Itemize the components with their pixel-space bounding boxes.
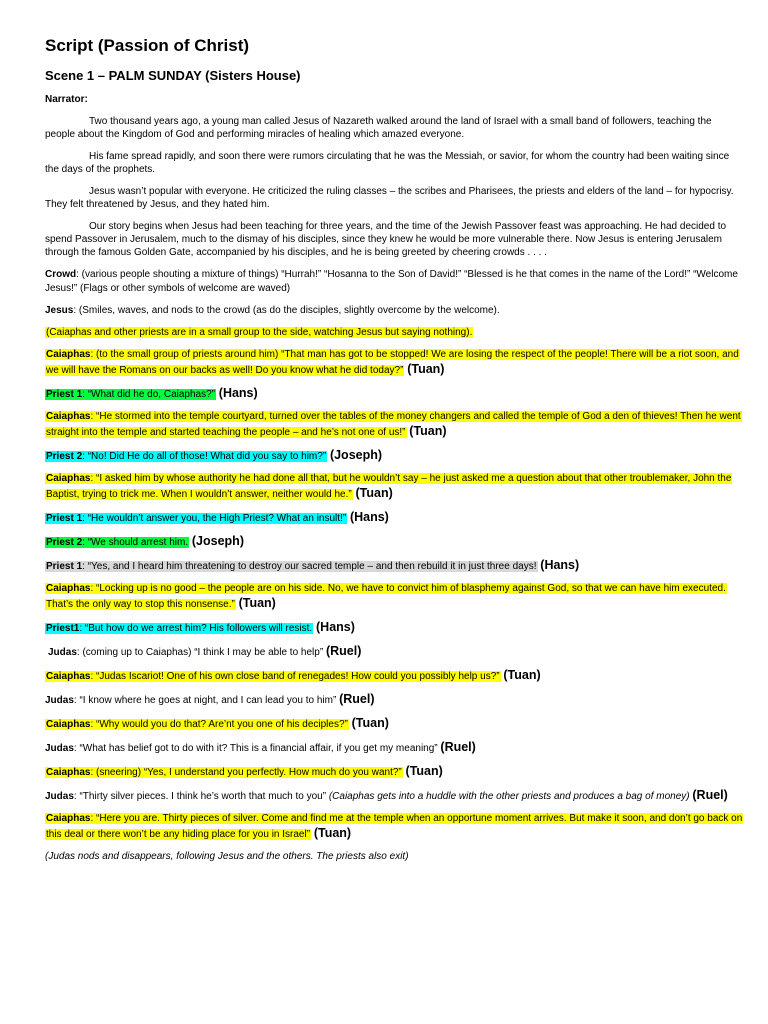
highlighted-speech bbox=[45, 269, 738, 294]
highlighted-speech bbox=[45, 623, 313, 634]
actor-name: (Ruel) bbox=[339, 692, 375, 706]
dialogue-line bbox=[45, 558, 743, 574]
actor-name: (Tuan) bbox=[351, 716, 389, 730]
speaker-role: Caiaphas bbox=[46, 767, 91, 778]
actor-name: (Tuan) bbox=[313, 826, 352, 840]
dialogue-line bbox=[45, 764, 743, 780]
speaker-role: Caiaphas bbox=[46, 473, 91, 484]
speech-text: “No! Did He do all of those! What did you say to him?” bbox=[87, 451, 327, 462]
dialogue-line bbox=[45, 472, 743, 502]
highlighted-speech bbox=[45, 813, 743, 840]
dialogue-line bbox=[45, 716, 743, 732]
speaker-separator: : bbox=[90, 671, 97, 682]
speech-text: (various people shouting a mixture of things) “Hurrah!” “Hosanna to the Son of David!” “Blessed is he that comes in the name of the Lord!” “Welcome Jesus!” (Flags or other symbols of welcome are waved) bbox=[45, 269, 738, 294]
speech-text: “What has belief got to do with it? This is a financial affair, if you get my meaning” bbox=[79, 743, 438, 754]
speech-text: “We should arrest him. bbox=[87, 537, 189, 548]
speaker-separator: : bbox=[82, 561, 88, 572]
speaker-separator: : bbox=[73, 695, 80, 706]
dialogue-line bbox=[45, 812, 743, 842]
speaker-separator: : bbox=[90, 767, 97, 778]
speech-text: “Why would you do that? Are’nt you one of his deciples?” bbox=[96, 719, 348, 730]
speech-text: (sneering) “Yes, I understand you perfectly. How much do you want?” bbox=[96, 767, 402, 778]
speech-text: “I know where he goes at night, and I can lead you to him” bbox=[79, 695, 337, 706]
actor-name: (Hans) bbox=[218, 386, 258, 400]
dialogue-line bbox=[45, 304, 743, 318]
highlighted-speech bbox=[45, 537, 189, 548]
dialogue-line bbox=[45, 326, 743, 340]
speaker-separator: : bbox=[82, 537, 88, 548]
speaker-separator: : bbox=[82, 389, 88, 400]
speaker-role: Caiaphas bbox=[46, 719, 91, 730]
speaker-separator: : bbox=[90, 473, 97, 484]
speaker-separator: : bbox=[90, 411, 97, 422]
speaker-role: Priest 2 bbox=[46, 537, 83, 548]
dialogue-line bbox=[45, 386, 743, 402]
dialogue-line bbox=[45, 620, 743, 636]
narration-block bbox=[45, 115, 743, 259]
speaker-role: Judas bbox=[45, 791, 74, 802]
actor-name: (Tuan) bbox=[355, 486, 393, 500]
dialogue-line bbox=[45, 410, 743, 440]
speaker-separator: : bbox=[82, 451, 88, 462]
speaker-role: Judas bbox=[48, 647, 77, 658]
document-title: Script (Passion of Christ) bbox=[45, 36, 250, 55]
actor-name: (Ruel) bbox=[325, 644, 362, 658]
dialogue-line bbox=[45, 448, 743, 464]
speaker-separator: : bbox=[90, 583, 97, 594]
highlighted-speech bbox=[45, 743, 438, 754]
dialogue-line bbox=[45, 740, 743, 756]
speaker-role: Priest1 bbox=[46, 623, 80, 634]
speech-text: (Smiles, waves, and nods to the crowd (as do the disciples, slightly overcome by the welcome). bbox=[78, 305, 500, 316]
speaker-role: Priest 1 bbox=[46, 389, 83, 400]
actor-name: (Hans) bbox=[540, 558, 580, 572]
narration-paragraph: Two thousand years ago, a young man called Jesus of Nazareth walked around the land of Israel with a small band of followers, teaching the people about the Kingdom of God and performing miracles of healing which amazed everyone. bbox=[45, 116, 712, 140]
highlighted-speech bbox=[45, 451, 327, 462]
speaker-separator: : bbox=[73, 305, 79, 316]
speaker-role: Judas bbox=[45, 695, 74, 706]
speaker-role: Priest 2 bbox=[46, 451, 83, 462]
narrator-label: Narrator: bbox=[45, 94, 88, 105]
speech-text: “Judas Iscariot! One of his own close band of renegades! How could you possibly help us?” bbox=[96, 671, 500, 682]
highlighted-speech bbox=[45, 767, 403, 778]
highlighted-speech bbox=[45, 349, 740, 376]
speaker-role: Judas bbox=[45, 743, 74, 754]
dialogue-line bbox=[45, 268, 743, 296]
highlighted-speech bbox=[45, 695, 336, 706]
speaker-role: Caiaphas bbox=[46, 813, 91, 824]
narration-paragraph: Jesus wasn’t popular with everyone. He criticized the ruling classes – the scribes and Pharisees, the priests and elders of the land – for hypocrisy. They felt threatened by Jesus, and they hated him. bbox=[45, 186, 734, 210]
speaker-separator: : bbox=[79, 623, 85, 634]
highlighted-speech bbox=[45, 791, 326, 802]
speaker-role: Caiaphas bbox=[46, 583, 91, 594]
dialogue-line bbox=[45, 692, 743, 708]
dialogue-line bbox=[45, 668, 743, 684]
actor-name: (Ruel) bbox=[692, 788, 728, 802]
speaker-separator: : bbox=[73, 743, 80, 754]
speaker-role: Jesus bbox=[45, 305, 74, 316]
actor-name: (Joseph) bbox=[329, 448, 383, 462]
speaker-separator: : bbox=[76, 647, 83, 658]
speech-text: “Locking up is no good – the people are on his side. No, we have to convict him of blasphemy against God, so that we can have him executed. That’s the only way to stop this nonsense.” bbox=[46, 583, 726, 610]
speaker-separator: : bbox=[76, 269, 82, 280]
narration-paragraph: Our story begins when Jesus had been teaching for three years, and the time of the Jewish Passover feast was approaching. He had decided to spend Passover in Jerusalem, much to the dismay of his disciples, since they knew he would be more vulnerable there. Now Jesus is entering Jerusalem through the famous Golden Gate, accompanied by his disciples, and he is being greeted by cheering crowds . . . . bbox=[45, 221, 727, 258]
highlighted-speech bbox=[45, 719, 349, 730]
speech-text: (Caiaphas and other priests are in a small group to the side, watching Jesus but saying nothing). bbox=[46, 327, 473, 338]
actor-name: (Tuan) bbox=[407, 362, 445, 376]
highlighted-speech bbox=[45, 583, 727, 610]
highlighted-speech bbox=[45, 327, 473, 338]
actor-name: (Ruel) bbox=[440, 740, 476, 754]
scene-heading: Scene 1 – PALM SUNDAY (Sisters House) bbox=[45, 68, 301, 83]
speaker-role: Caiaphas bbox=[46, 411, 91, 422]
speaker-role: Caiaphas bbox=[46, 671, 91, 682]
highlighted-speech bbox=[45, 411, 742, 438]
closing-stage-direction: (Judas nods and disappears, following Jesus and the others. The priests also exit) bbox=[45, 851, 409, 862]
dialogue-line bbox=[45, 534, 743, 550]
speaker-role: Caiaphas bbox=[46, 349, 91, 360]
speaker-separator: : bbox=[90, 813, 97, 824]
speaker-separator: : bbox=[90, 719, 97, 730]
speaker-role: Priest 1 bbox=[46, 561, 83, 572]
actor-name: (Joseph) bbox=[191, 534, 244, 548]
highlighted-speech bbox=[45, 389, 216, 400]
highlighted-speech bbox=[45, 561, 538, 572]
dialogue-line bbox=[48, 644, 743, 660]
dialogue-block bbox=[45, 268, 743, 842]
speech-text: (to the small group of priests around him) “That man has got to be stopped! We are losing the respect of the people! There will be a riot soon, and we will have the Romans on our backs as well! Do you know what he did today?” bbox=[46, 349, 739, 376]
speaker-separator: : bbox=[73, 791, 80, 802]
speaker-role: Priest 1 bbox=[46, 513, 83, 524]
speech-text: “Thirty silver pieces. I think he’s worth that much to you” bbox=[79, 791, 327, 802]
highlighted-speech bbox=[48, 647, 323, 658]
highlighted-speech bbox=[45, 671, 501, 682]
highlighted-speech bbox=[45, 513, 347, 524]
speech-text: “But how do we arrest him? His followers will resist. bbox=[84, 623, 313, 634]
speech-text: “What did he do, Caiaphas?” bbox=[87, 389, 215, 400]
speech-text: “He stormed into the temple courtyard, turned over the tables of the money changers and called the temple of God a den of thieves! Then he went straight into the temple and started teaching the people – and he’s not one of us!” bbox=[46, 411, 741, 438]
actor-name: (Tuan) bbox=[503, 668, 541, 682]
actor-name: (Tuan) bbox=[238, 596, 276, 610]
dialogue-line bbox=[45, 582, 743, 612]
speaker-role: Crowd bbox=[45, 269, 77, 280]
narration-paragraph: His fame spread rapidly, and soon there were rumors circulating that he was the Messiah, or savior, for whom the country had been waiting since the days of the prophets. bbox=[45, 151, 730, 175]
actor-name: (Hans) bbox=[349, 510, 389, 524]
speech-text: “I asked him by whose authority he had done all that, but he wouldn’t say – he just asked me a question about that other troublemaker, John the Baptist, trying to trick me. When I wouldn’t answer, neither would he.” bbox=[46, 473, 732, 500]
dialogue-line bbox=[45, 510, 743, 526]
dialogue-line bbox=[45, 788, 743, 804]
highlighted-speech bbox=[45, 305, 500, 316]
speech-text: “He wouldn’t answer you, the High Priest? What an insult!” bbox=[87, 513, 347, 524]
actor-name: (Tuan) bbox=[405, 764, 443, 778]
speech-text: (coming up to Caiaphas) “I think I may be able to help” bbox=[82, 647, 324, 658]
dialogue-line bbox=[45, 348, 743, 378]
stage-direction: (Caiaphas gets into a huddle with the other priests and produces a bag of money) bbox=[328, 791, 690, 802]
speaker-separator: : bbox=[82, 513, 88, 524]
actor-name: (Hans) bbox=[316, 620, 355, 634]
actor-name: (Tuan) bbox=[409, 424, 447, 438]
speech-text: “Here you are. Thirty pieces of silver. Come and find me at the temple when an opportune moment arrives. But make it soon, and don’t go back on this deal or there won’t be any hiding place for you in Israel” bbox=[46, 813, 743, 840]
speech-text: “Yes, and I heard him threatening to destroy our sacred temple – and then rebuild it in just three days! bbox=[87, 561, 537, 572]
speaker-separator: : bbox=[90, 349, 97, 360]
